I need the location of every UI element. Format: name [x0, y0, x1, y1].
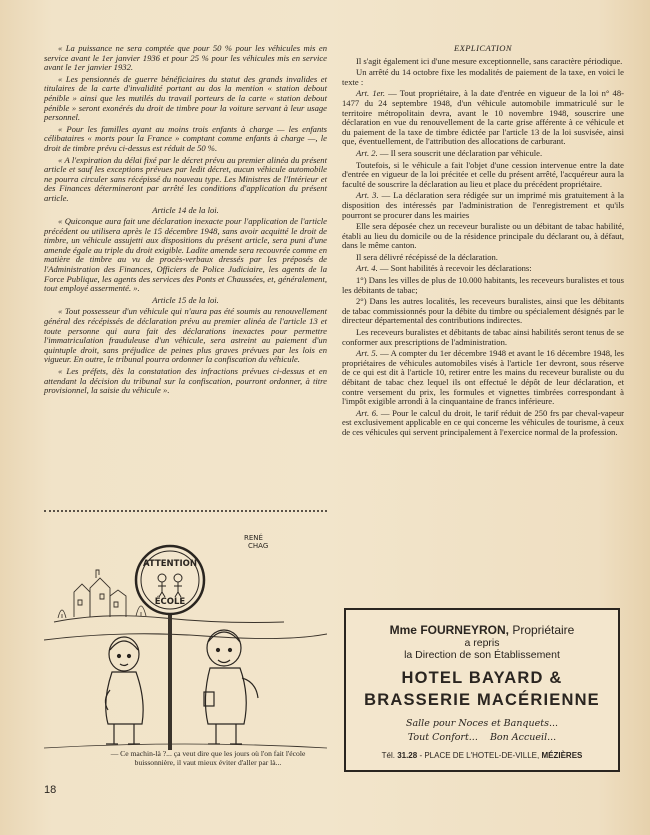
article-lead: Art. 2. [356, 147, 378, 158]
paragraph-text: Il sera délivré récépissé de la déclaration. [356, 251, 498, 262]
explanation-paragraph [342, 276, 624, 295]
dotted-divider [44, 510, 327, 512]
article-lead: Art. 5. [356, 348, 378, 359]
ad-city: MÉZIÈRES [541, 751, 583, 760]
cartoon-caption: — Ce machin-là ?... ça veut dire que les jours où l'on fait l'école buissonnière, il vaut mieux éviter d'aller par là... [110, 749, 306, 767]
ad-script-3: Bon Accueil... [489, 732, 557, 743]
law-paragraph-3: « Pour les familles ayant au moins trois enfants à charge — les enfants célibataires « morts pour la France » comptant comme enfants à charge —, le droit de timbre prévu ci-dessus est réduit de 50 %. [44, 123, 327, 153]
cartoon-illustration [44, 522, 327, 782]
article-15-title: Article 15 de la loi. [152, 294, 219, 305]
ad-tel-label: Tél. [381, 751, 395, 760]
paragraph-text: 2°) Dans les autres localités, les receveurs buralistes, ainsi que les débitants de tabac commissionnés pour la débite du timbre ou spécialement désignés par le directeur départemental des contributions indirectes. [342, 296, 624, 326]
ad-script-2: Tout Confort... [407, 732, 478, 743]
page-number: 18 [44, 784, 57, 796]
sign-text-ecole: ÉCOLE [154, 597, 186, 607]
cartoon-drawing [44, 522, 327, 752]
hotel-advertisement [344, 608, 620, 772]
ad-tel-number: 31.28 [397, 751, 418, 760]
explanation-paragraph [342, 328, 624, 347]
article-lead: Art. 6. [356, 407, 379, 418]
explanation-paragraph [342, 57, 624, 67]
explanation-paragraph [342, 349, 624, 407]
explanation-paragraph [342, 264, 624, 274]
explanation-paragraph [342, 297, 624, 326]
paragraph-text: Un arrêté du 14 octobre fixe les modalités de paiement de la taxe, en voici le texte : [342, 67, 624, 87]
explanation-heading: EXPLICATION [453, 43, 513, 53]
paragraph-text: — Il sera souscrit une déclaration par véhicule. [377, 147, 543, 158]
ad-script-1: Salle pour Noces et Banquets... [405, 718, 559, 729]
paragraph-text: — La déclaration sera rédigée sur un imprimé mis gratuitement à la disposition des intéressés par l'administration de l'enregistrement et qu'ils pourront se procurer dans les mairies [342, 190, 624, 220]
article-lead: Art. 1er. [356, 88, 385, 99]
explanation-paragraph [342, 222, 624, 251]
right-column [342, 44, 624, 440]
ad-owner-name: Mme FOURNEYRON, [389, 623, 509, 637]
article-15-paragraph-1: « Tout possesseur d'un véhicule qui n'aura pas été soumis au renouvellement général des récépissés de déclaration prévu au premier alinéa de l'article 13 et toute personne qui aura fait des déclarations inexactes pour permettre l'immatriculation frauduleuse d'un véhicule, sera astreint au paiement d'un quintuple droit, sans préjudice de peines plus graves prévues par les lois en vigueur. En outre, le tribunal pourra ordonner la confiscation du véhicule. [44, 306, 327, 365]
article-15-paragraph-2: « Les préfets, dès la constatation des infractions prévues ci-dessus et en attendant la décision du tribunal sur la confiscation, pourront ordonner, à titre provisionnel, la saisie du véhicule ». [44, 366, 327, 396]
explanation-paragraph [342, 68, 624, 87]
paragraph-text: — Tout propriétaire, à la date d'entrée en vigueur de la loi n° 48-1477 du 24 septembre 1948, d'un véhicule automobile immatriculé sur le territoire métropolitain devra, avant le 10 novembre 1948, souscrire une déclaration en vue du renouvellement de la carte grise afférente à ce véhicule et du paiement de la taxe de timbre édictée par l'article 13 de la loi susvisée, ainsi que, éventuellement, de l'attribution des allocations de carburant. [342, 88, 624, 147]
ad-owner [346, 623, 618, 637]
article-lead: Art. 4. [356, 263, 378, 274]
ad-owner-role: Propriétaire [512, 623, 575, 637]
paragraph-text: — Pour le calcul du droit, le tarif réduit de 250 frs par cheval-vapeur est exclusivement applicable en ce qui concerne les véhicules de tourisme, à ceux de ces véhicules qui servent principalement à l'exercice normal de la profession. [342, 407, 624, 437]
explanation-paragraphs [342, 57, 624, 438]
law-paragraph-4: « A l'expiration du délai fixé par le décret prévu au premier alinéa du présent article et sauf les exceptions prévues par ledit décret, aucun véhicule automobile ne pourra circuler sans récépissé du nouveau type. Les Ministres de l'Intérieur et des Finances détermineront par arrêté les conditions d'application du présent article. [44, 154, 327, 203]
ad-address: - PLACE DE L'HOTEL-DE-VILLE, [419, 751, 540, 760]
paragraph-text: 1°) Dans les villes de plus de 10.000 habitants, les receveurs buralistes et tous les débitants de tabac; [342, 275, 624, 295]
explanation-paragraph [342, 89, 624, 147]
paragraph-text: — A compter du 1er décembre 1948 et avant le 16 décembre 1948, les propriétaires de véhicules automobiles visés à l'article 1er devront, sous réserve de ce qui est dit à l'article 10, retirer entre les mains du receveur buraliste ou du débitant de tabac chez lequel ils ont effectué le dépôt de leur déclaration, et contre versement du prix, les formules et vignettes timbrées correspondant à l'impôt exigible arrondi à la cinquantaine de francs inférieure. [342, 348, 624, 407]
explanation-paragraph [342, 161, 624, 190]
law-paragraph-1: « La puissance ne sera comptée que pour 50 % pour les véhicules mis en service avant le 1er janvier 1936 et pour 25 % pour les véhicules mis en service avant le 1er janvier 1932. [44, 43, 327, 73]
article-14-title: Article 14 de la loi. [152, 204, 219, 215]
article-14-text: « Quiconque aura fait une déclaration inexacte pour l'application de l'article précédent ou utilisera après le 15 décembre 1948, sans avoir acquitté le droit de timbre, un véhicule assujetti aux dispositions du présent article, sera puni d'une amende égale au triple du droit exigible. Ladite amende sera recouvrée comme en matière de timbre au vu de procès-verbaux dressés par les préposés de l'Administration des Finances, Officiers de Police Judiciaire, les agents de la Force Publique, les agents des services des Ponts et Chaussées, et, généralement, tout employé assermenté. ». [44, 216, 327, 294]
ad-brasserie-name: BRASSERIE MACÉRIENNE [364, 691, 600, 709]
explanation-paragraph [342, 149, 624, 159]
paragraph-text: Il s'agit également ici d'une mesure exceptionnelle, sans caractère périodique. [356, 55, 623, 66]
paragraph-text: Elle sera déposée chez un receveur buraliste ou un débitant de tabac habilité, établi au lieu du domicile ou de la résidence principale du déclarant ou, à défaut, dans le même canton. [342, 221, 624, 251]
paragraph-text: Les receveurs buralistes et débitants de tabac ainsi habilités seront tenus de se conformer aux prescriptions de l'administration. [342, 327, 624, 347]
explanation-paragraph [342, 191, 624, 220]
ad-hotel-name: HOTEL BAYARD & [401, 669, 563, 687]
sign-text-attention: ATTENTION [143, 559, 197, 569]
paragraph-text: Toutefois, si le véhicule a fait l'objet d'une cession intervenue entre la date d'entrée en vigueur de la loi précitée et celle du présent arrêté, l'acquéreur aura la faculté de souscrire la déclaration au lieu et place du précédent propriétaire. [342, 159, 624, 189]
cartoon-signature: RENÉ [244, 534, 263, 542]
ad-script-line-2 [346, 731, 618, 745]
ad-line-1: a repris [464, 637, 500, 649]
law-paragraph-2: « Les pensionnés de guerre bénéficiaires du statut des grands invalides et titulaires de la carte d'invalidité portant au dos la mention « station debout pénible » ainsi que les mutilés du travail porteurs de la carte « station debout pénible » seront exonérés du droit de timbre pour la voiture servant à leur usage personnel. [44, 73, 327, 123]
left-column [44, 44, 327, 398]
ad-line-2: la Direction de son Établissement [404, 649, 560, 661]
explanation-paragraph [342, 253, 624, 263]
explanation-paragraph [342, 409, 624, 438]
article-lead: Art. 3. [356, 190, 379, 201]
ad-contact [346, 751, 618, 760]
svg-text:CHAG: CHAG [248, 542, 269, 550]
paragraph-text: — Sont habilités à recevoir les déclarations: [377, 263, 532, 274]
